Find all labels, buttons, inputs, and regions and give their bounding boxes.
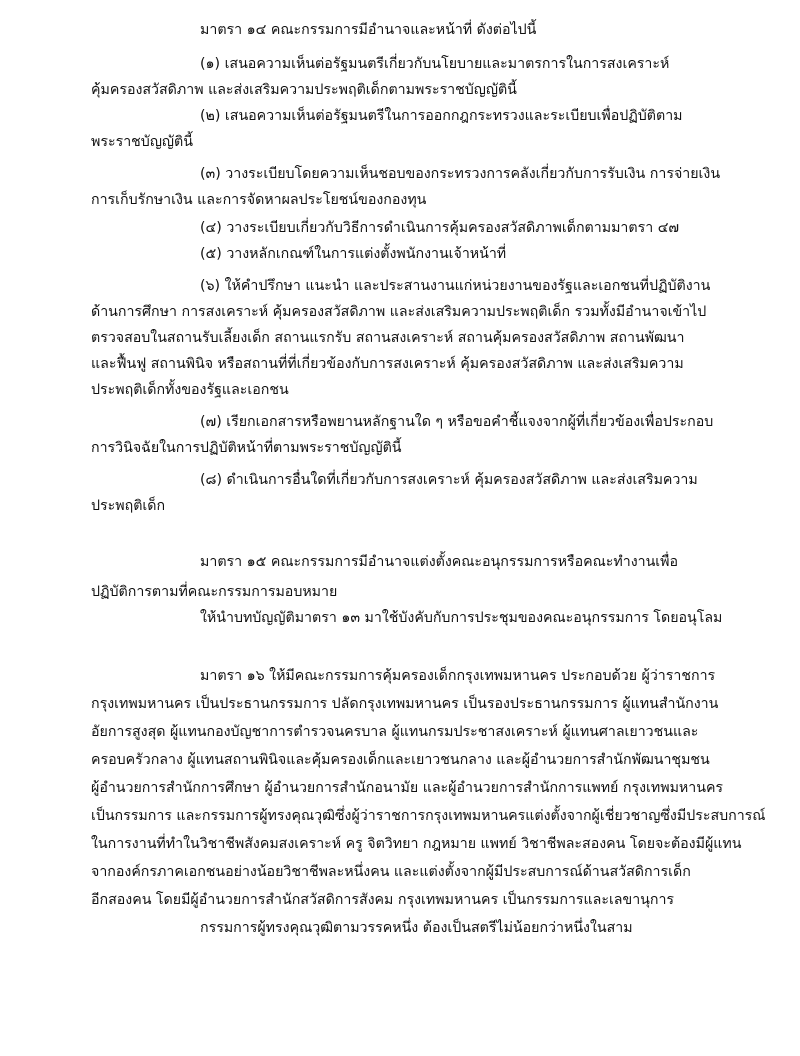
section-16-line-6: เป็นกรรมการ และกรรมการผู้ทรงคุณวุฒิซึ่งผู้ว่าราชการกรุงเทพมหานครแต่งตั้งจากผู้เชี่ยวชาญซึ่งมีประสบการณ์ (91, 808, 766, 824)
section-15-line-3: ให้นำบทบัญญัติมาตรา ๑๓ มาใช้บังคับกับการประชุมของคณะอนุกรรมการ โดยอนุโลม (200, 610, 723, 626)
section-14-item-6-line-4: และฟื้นฟู สถานพินิจ หรือสถานที่ที่เกี่ยวข้องกับการสงเคราะห์ คุ้มครองสวัสดิภาพ และส่งเสริมความ (91, 356, 684, 372)
section-16-line-7: ในการงานที่ทำในวิชาชีพสังคมสงเคราะห์ ครู จิตวิทยา กฎหมาย แพทย์ วิชาชีพละสองคน โดยจะต้องมีผู้แทน (91, 836, 742, 852)
section-16-line-10: กรรมการผู้ทรงคุณวุฒิตามวรรคหนึ่ง ต้องเป็นสตรีไม่น้อยกว่าหนึ่งในสาม (200, 920, 633, 936)
section-14-item-1-line-2: คุ้มครองสวัสดิภาพ และส่งเสริมความประพฤติเด็กตามพระราชบัญญัตินี้ (91, 82, 517, 98)
section-14-item-7-line-2: การวินิจฉัยในการปฏิบัติหน้าที่ตามพระราชบัญญัตินี้ (91, 440, 402, 456)
section-15-line-2: ปฏิบัติการตามที่คณะกรรมการมอบหมาย (91, 584, 338, 600)
section-14-item-4: (๔) วางระเบียบเกี่ยวกับวิธีการดำเนินการคุ้มครองสวัสดิภาพเด็กตามมาตรา ๔๗ (200, 220, 680, 236)
section-14-item-8-line-1: (๘) ดำเนินการอื่นใดที่เกี่ยวกับการสงเคราะห์ คุ้มครองสวัสดิภาพ และส่งเสริมความ (200, 472, 698, 488)
section-14-item-1-line-1: (๑) เสนอความเห็นต่อรัฐมนตรีเกี่ยวกับนโยบายและมาตรการในการสงเคราะห์ (200, 56, 670, 72)
section-16-line-9: อีกสองคน โดยมีผู้อำนวยการสำนักสวัสดิการสังคม กรุงเทพมหานคร เป็นกรรมการและเลขานุการ (91, 892, 675, 908)
section-14-item-3-line-2: การเก็บรักษาเงิน และการจัดหาผลประโยชน์ของกองทุน (91, 192, 427, 208)
section-14-item-5: (๕) วางหลักเกณฑ์ในการแต่งตั้งพนักงานเจ้าหน้าที่ (200, 246, 507, 262)
section-14-item-6-line-5: ประพฤติเด็กทั้งของรัฐและเอกชน (91, 382, 289, 398)
section-16-line-3: อัยการสูงสุด ผู้แทนกองบัญชาการตำรวจนครบาล ผู้แทนกรมประชาสงเคราะห์ ผู้แทนศาลเยาวชนและ (91, 724, 699, 740)
section-16-line-5: ผู้อำนวยการสำนักการศึกษา ผู้อำนวยการสำนักอนามัย และผู้อำนวยการสำนักการแพทย์ กรุงเทพมหานคร (91, 780, 724, 796)
section-16-line-4: ครอบครัวกลาง ผู้แทนสถานพินิจและคุ้มครองเด็กและเยาวชนกลาง และผู้อำนวยการสำนักพัฒนาชุมชน (91, 752, 710, 768)
section-14-item-6-line-3: ตรวจสอบในสถานรับเลี้ยงเด็ก สถานแรกรับ สถานสงเคราะห์ สถานคุ้มครองสวัสดิภาพ สถานพัฒนา (91, 330, 685, 346)
section-14-item-6-line-2: ด้านการศึกษา การสงเคราะห์ คุ้มครองสวัสดิภาพ และส่งเสริมความประพฤติเด็ก รวมทั้งมีอำนาจเข้าไป (91, 304, 707, 320)
section-14-heading: มาตรา ๑๔ คณะกรรมการมีอำนาจและหน้าที่ ดังต่อไปนี้ (200, 22, 537, 38)
section-15-heading: มาตรา ๑๕ คณะกรรมการมีอำนาจแต่งตั้งคณะอนุกรรมการหรือคณะทำงานเพื่อ (200, 554, 679, 570)
section-14-item-7-line-1: (๗) เรียกเอกสารหรือพยานหลักฐานใด ๆ หรือขอคำชี้แจงจากผู้ที่เกี่ยวข้องเพื่อประกอบ (200, 414, 714, 430)
section-14-item-8-line-2: ประพฤติเด็ก (91, 498, 166, 514)
section-14-item-3-line-1: (๓) วางระเบียบโดยความเห็นชอบของกระทรวงการคลังเกี่ยวกับการรับเงิน การจ่ายเงิน (200, 166, 721, 182)
section-14-item-6-line-1: (๖) ให้คำปรึกษา แนะนำ และประสานงานแก่หน่วยงานของรัฐและเอกชนที่ปฏิบัติงาน (200, 278, 711, 294)
section-14-item-2-line-1: (๒) เสนอความเห็นต่อรัฐมนตรีในการออกกฎกระทรวงและระเบียบเพื่อปฏิบัติตาม (200, 108, 683, 124)
section-16-line-2: กรุงเทพมหานคร เป็นประธานกรรมการ ปลัดกรุงเทพมหานคร เป็นรองประธานกรรมการ ผู้แทนสำนักงาน (91, 696, 719, 712)
section-16-heading: มาตรา ๑๖ ให้มีคณะกรรมการคุ้มครองเด็กกรุงเทพมหานคร ประกอบด้วย ผู้ว่าราชการ (200, 668, 716, 684)
section-14-item-2-line-2: พระราชบัญญัตินี้ (91, 134, 193, 150)
section-16-line-8: จากองค์กรภาคเอกชนอย่างน้อยวิชาชีพละหนึ่งคน และแต่งตั้งจากผู้มีประสบการณ์ด้านสวัสดิการเด็ก (91, 864, 691, 880)
